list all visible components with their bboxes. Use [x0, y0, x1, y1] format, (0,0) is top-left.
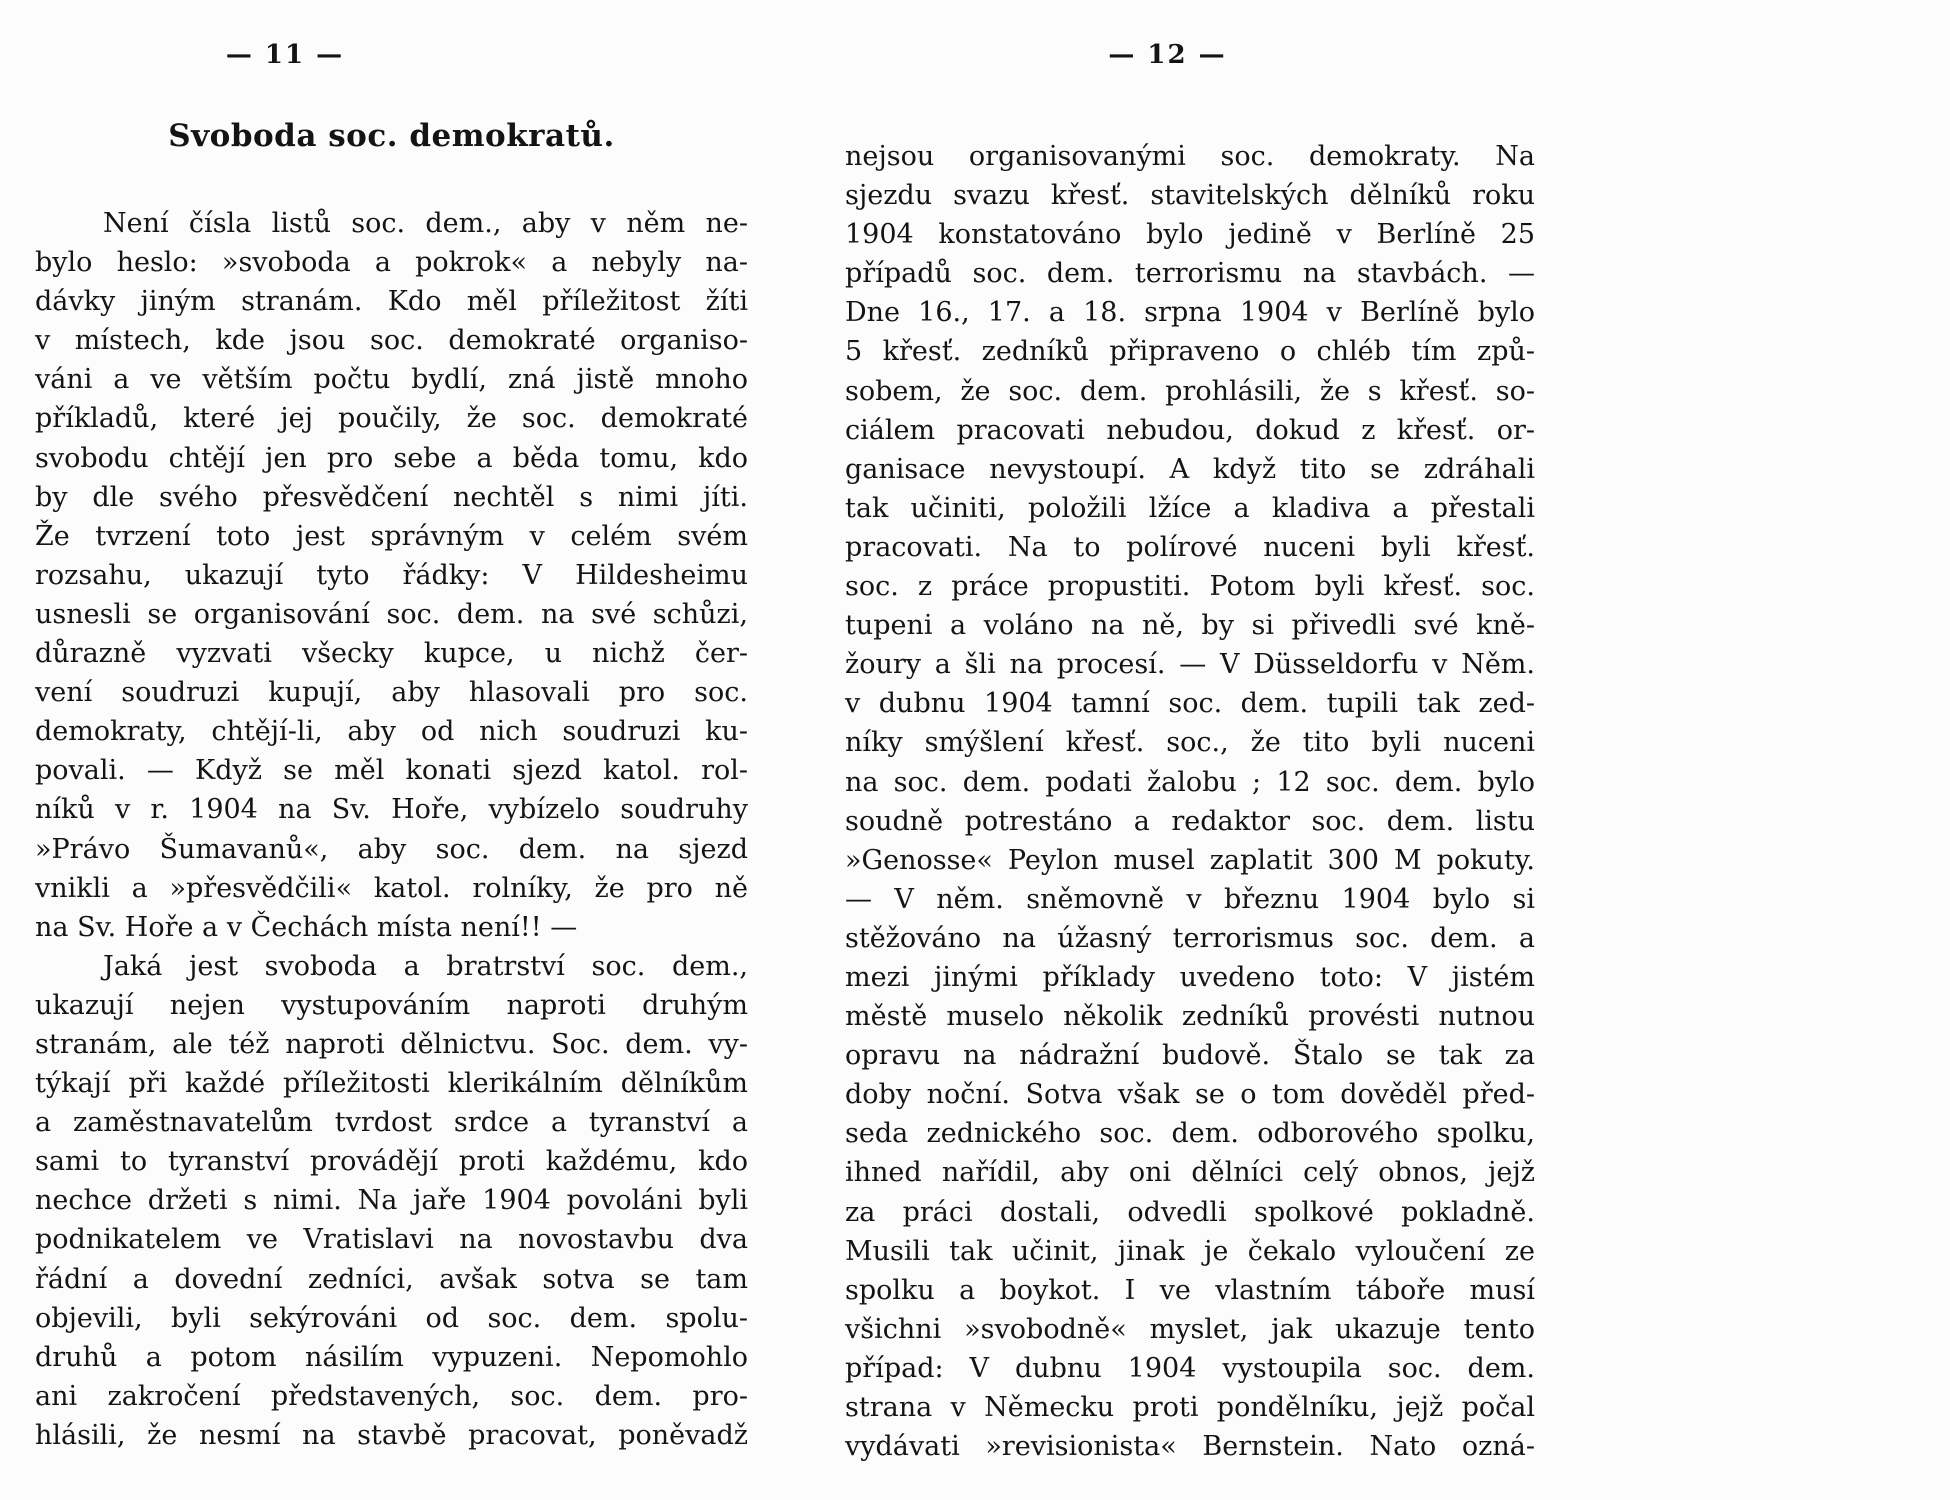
text-column-right [845, 137, 1535, 1466]
text-line: ihned nařídil, aby oni dělníci celý obnos, jejž [845, 1157, 1535, 1189]
text-line: v místech, kde jsou soc. demokraté organiso- [35, 325, 748, 357]
text-line: nechce držeti s nimi. Na jaře 1904 povoláni byli [35, 1185, 748, 1217]
page-number: — 12 — [1108, 40, 1227, 70]
text-line: pracovati. Na to polírové nuceni byli křesť. [845, 531, 1535, 563]
text-line: ciálem pracovati nebudou, dokud z křesť. or- [845, 414, 1535, 446]
text-line: hlásili, že nesmí na stavbě pracovat, poněvadž [35, 1419, 748, 1451]
text-line: druhů a potom násilím vypuzeni. Nepomohlo [35, 1341, 748, 1373]
text-line: níků v r. 1904 na Sv. Hoře, vybízelo soudruhy [35, 794, 748, 826]
text-line: vnikli a »přesvědčili« katol. rolníky, že pro ně [35, 872, 748, 904]
text-line: případů soc. dem. terrorismu na stavbách. — [845, 258, 1535, 290]
text-line: seda zednického soc. dem. odborového spolku, [845, 1118, 1535, 1150]
text-line: tupeni a voláno na ně, by si přivedli své kně- [845, 610, 1535, 642]
text-line: žoury a šli na procesí. — V Düsseldorfu v Něm. [845, 649, 1535, 681]
text-line: na soc. dem. podati žalobu ; 12 soc. dem. bylo [845, 766, 1535, 798]
text-line: soc. z práce propustiti. Potom byli křesť. soc. [845, 571, 1535, 603]
text-line: Dne 16., 17. a 18. srpna 1904 v Berlíně bylo [845, 297, 1535, 329]
article-title: Svoboda soc. demokratů. [168, 118, 615, 154]
text-line: na Sv. Hoře a v Čechách místa není!! — [35, 911, 578, 943]
text-line: důrazně vyzvati všecky kupce, u nichž čer- [35, 638, 748, 670]
text-line: opravu na nádražní budově. Štalo se tak za [845, 1040, 1535, 1072]
text-line: »Právo Šumavanů«, aby soc. dem. na sjezd [35, 833, 748, 865]
text-line: soudně potrestáno a redaktor soc. dem. listu [845, 805, 1535, 837]
text-line: městě muselo několik zedníků provésti nutnou [845, 1001, 1535, 1033]
text-line: sami to tyranství provádějí proti každému, kdo [35, 1146, 748, 1178]
text-line: vení soudruzi kupují, aby hlasovali pro soc. [35, 677, 748, 709]
text-line: svobodu chtějí jen pro sebe a běda tomu, kdo [35, 442, 748, 474]
text-line: povali. — Když se měl konati sjezd katol. rol- [35, 755, 748, 787]
text-line: níky smýšlení křesť. soc., že tito byli nuceni [845, 727, 1535, 759]
text-line: stranám, ale též naproti dělnictvu. Soc. dem. vy- [35, 1028, 748, 1060]
text-line: ani zakročení představených, soc. dem. pro- [35, 1380, 748, 1412]
text-line: za práci dostali, odvedli spolkové pokladně. [845, 1196, 1535, 1228]
text-line: všichni »svobodně« myslet, jak ukazuje tento [845, 1313, 1535, 1345]
text-line: demokraty, chtějí-li, aby od nich soudruzi ku- [35, 716, 748, 748]
text-line: objevili, byli sekýrováni od soc. dem. spolu- [35, 1302, 748, 1334]
text-line: Jaká jest svoboda a bratrství soc. dem., [103, 950, 748, 982]
text-line: ukazují nejen vystupováním naproti druhým [35, 989, 748, 1021]
text-line: řádní a dovední zedníci, avšak sotva se tam [35, 1263, 748, 1295]
text-line: doby noční. Sotva však se o tom dověděl před- [845, 1079, 1535, 1111]
text-line: bylo heslo: »svoboda a pokrok« a nebyly na- [35, 247, 748, 279]
text-line: v dubnu 1904 tamní soc. dem. tupili tak zed- [845, 688, 1535, 720]
text-line: rozsahu, ukazují tyto řádky: V Hildesheimu [35, 559, 748, 591]
text-line: — V něm. sněmovně v březnu 1904 bylo si [845, 883, 1535, 915]
text-line: tak učiniti, položili lžíce a kladiva a přestali [845, 492, 1535, 524]
text-line: usnesli se organisování soc. dem. na své schůzi, [35, 598, 748, 630]
text-line: sjezdu svazu křesť. stavitelských dělníků roku [845, 180, 1535, 212]
text-line: nejsou organisovanými soc. demokraty. Na [845, 141, 1535, 172]
text-line: by dle svého přesvědčení nechtěl s nimi jíti. [35, 481, 748, 513]
text-line: Musili tak učinit, jinak je čekalo vyloučení ze [845, 1235, 1535, 1267]
page-number: — 11 — [225, 40, 345, 70]
text-line: 1904 konstatováno bylo jedině v Berlíně 25 [845, 219, 1535, 251]
text-line: mezi jinými příklady uvedeno toto: V jistém [845, 961, 1535, 993]
text-line: Že tvrzení toto jest správným v celém svém [35, 520, 748, 552]
text-line: příkladů, které jej poučily, že soc. demokraté [35, 403, 748, 435]
text-line: podnikatelem ve Vratislavi na novostavbu dva [35, 1224, 748, 1256]
text-line: vydávati »revisionista« Bernstein. Nato ozná- [845, 1431, 1535, 1463]
text-line: strana v Německu proti pondělníku, jejž počal [845, 1392, 1535, 1423]
text-line: 5 křesť. zedníků připraveno o chléb tím způ- [845, 336, 1535, 368]
text-line: Není čísla listů soc. dem., aby v něm ne- [103, 208, 748, 239]
text-column-left [35, 204, 748, 1455]
text-line: stěžováno na úžasný terrorismus soc. dem. a [845, 922, 1535, 954]
text-line: spolku a boykot. I ve vlastním táboře musí [845, 1274, 1535, 1306]
text-line: dávky jiným stranám. Kdo měl příležitost žíti [35, 286, 748, 318]
text-line: sobem, že soc. dem. prohlásili, že s křesť. so- [845, 375, 1535, 407]
text-line: týkají při každé příležitosti klerikálním dělníkům [35, 1068, 748, 1100]
text-line: případ: V dubnu 1904 vystoupila soc. dem. [845, 1352, 1535, 1384]
text-line: váni a ve větším počtu bydlí, zná jistě mnoho [35, 364, 748, 396]
text-line: a zaměstnavatelům tvrdost srdce a tyranství a [35, 1107, 748, 1139]
text-line: »Genosse« Peylon musel zaplatit 300 M pokuty. [845, 844, 1535, 876]
text-line: ganisace nevystoupí. A když tito se zdráhali [845, 453, 1535, 485]
